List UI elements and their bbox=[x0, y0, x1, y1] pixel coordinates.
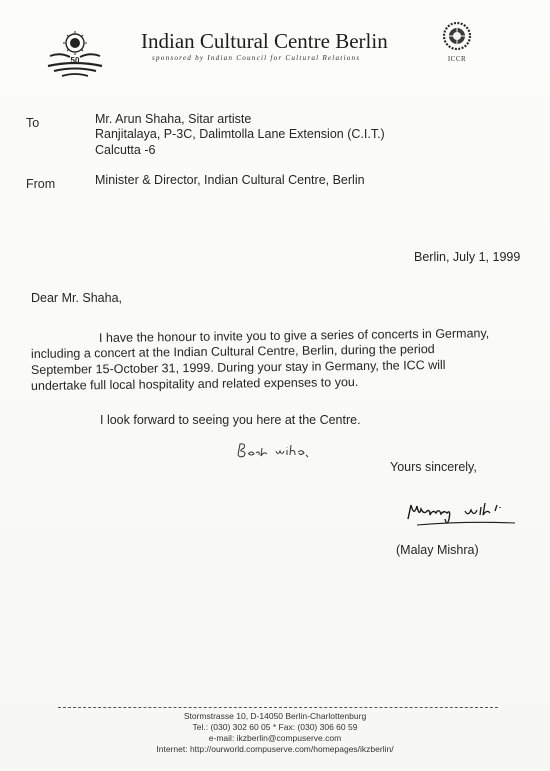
sender-line: Minister & Director, Indian Cultural Centre, Berlin bbox=[95, 173, 365, 187]
salutation: Dear Mr. Shaha, bbox=[31, 291, 123, 305]
handwritten-note bbox=[234, 441, 326, 463]
signatory-name: (Malay Mishra) bbox=[396, 543, 479, 557]
footer-internet: Internet: http://ourworld.compuserve.com/homepages/ikzberlin/ bbox=[156, 744, 394, 754]
iccr-logo-icon bbox=[440, 20, 474, 52]
letter-date: Berlin, July 1, 1999 bbox=[414, 250, 521, 264]
iccr-logo-label: ICCR bbox=[447, 55, 467, 63]
body-paragraph-line: including a concert at the Indian Cultural Centre, Berlin, during the period bbox=[30, 342, 435, 361]
sender-label: From bbox=[26, 177, 56, 191]
body-paragraph-line: undertake full local hospitality and related expenses to you. bbox=[30, 375, 359, 393]
recipient-line: Calcutta -6 bbox=[95, 143, 156, 157]
footer-phone-fax: Tel.: (030) 302 60 05 * Fax: (030) 306 60 59 bbox=[192, 722, 358, 732]
body-paragraph-line: I look forward to seeing you here at the Centre. bbox=[100, 413, 361, 427]
footer-email: e-mail: ikzberlin@compuserve.com bbox=[208, 733, 342, 743]
closing: Yours sincerely, bbox=[390, 460, 477, 474]
body-paragraph-line: September 15-October 31, 1999. During your stay in Germany, the ICC will bbox=[30, 357, 446, 377]
anniversary-emblem-icon bbox=[44, 30, 106, 78]
footer-address: Stormstrasse 10, D-14050 Berlin-Charlottenburg bbox=[183, 711, 367, 721]
footer-divider bbox=[58, 707, 498, 709]
emblem-number: 50 bbox=[70, 56, 80, 65]
recipient-line: Mr. Arun Shaha, Sitar artiste bbox=[95, 112, 252, 126]
organization-sponsor-line: sponsored by Indian Council for Cultural Relations bbox=[152, 54, 361, 62]
organization-name: Indian Cultural Centre Berlin bbox=[141, 29, 388, 53]
handwritten-signature bbox=[405, 497, 535, 535]
body-paragraph-line: I have the honour to invite you to give a series of concerts in Germany, bbox=[98, 326, 490, 345]
recipient-line: Ranjitalaya, P-3C, Dalimtolla Lane Extension (C.I.T.) bbox=[95, 127, 385, 141]
recipient-label: To bbox=[26, 116, 40, 130]
